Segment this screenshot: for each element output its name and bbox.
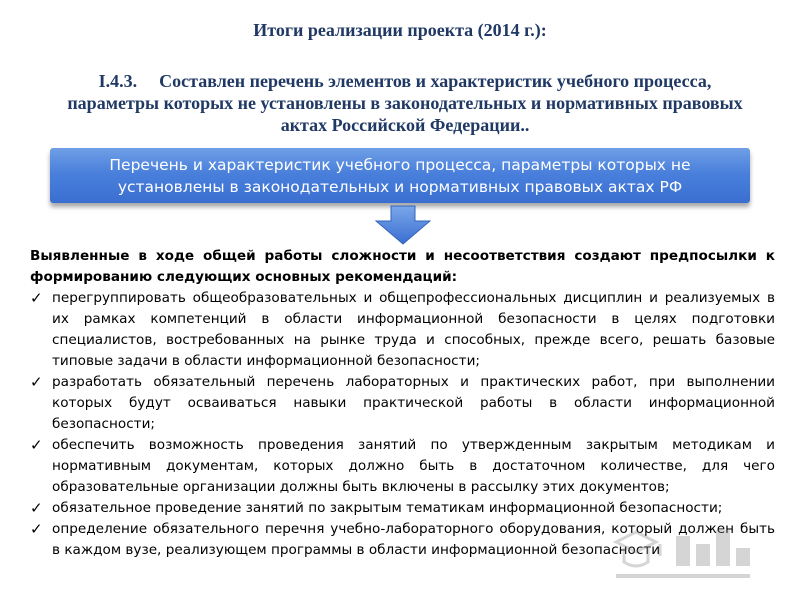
slide-subtitle <box>55 70 755 136</box>
slide-title: Итоги реализации проекта (2014 г.): <box>253 20 547 40</box>
list-item <box>30 498 775 519</box>
recommendations-list <box>30 288 775 561</box>
subtitle-text: Составлен перечень элементов и характеристик учебного процесса, параметры которых не установлены в законодательных и нормативных правовых актах Российской Федерации.. <box>67 71 743 135</box>
checkmark-icon: ✓ <box>30 373 43 391</box>
banner-text: Перечень и характеристик учебного процесса, параметры которых не установлены в законодательных и нормативных правовых актах РФ <box>109 155 691 196</box>
checkmark-icon: ✓ <box>30 499 43 517</box>
summary-banner <box>50 148 750 203</box>
list-item <box>30 372 775 435</box>
list-item-text: определение обязательного перечня учебно-лабораторного оборудования, который должен быть в каждом вузе, реализующем программы в области информационной безопасности <box>52 521 775 558</box>
list-item <box>30 288 775 372</box>
subtitle-number: I.4.3. <box>98 71 138 91</box>
recommendations-lead: Выявленные в ходе общей работы сложности и несоответствия создают предпосылки к формированию следующих основных рекомендаций: <box>30 248 775 285</box>
list-item-text: перегруппировать общеобразовательных и общепрофессиональных дисциплин и реализуемых в их рамках компетенций в области информационной безопасности в целях подготовки специалистов, востребованных на рынке труда и способных, прежде всего, решать базовые типовые задачи в области информационной безопасности; <box>52 290 775 369</box>
recommendations-block <box>30 246 775 561</box>
list-item-text: обеспечить возможность проведения занятий по утвержденным закрытым методикам и нормативным документам, которых должно быть в достаточном количестве, для чего образовательные организации должны быть включены в рассылку этих документов; <box>52 437 775 495</box>
list-item-text: разработать обязательный перечень лабораторных и практических работ, при выполнении которых будут осваиваться навыки практической работы в области информационной безопасности; <box>52 374 775 432</box>
list-item-text: обязательное проведение занятий по закрытым тематикам информационной безопасности; <box>52 500 723 516</box>
down-arrow-icon <box>375 205 431 245</box>
list-item <box>30 435 775 498</box>
watermark-logo <box>596 522 776 592</box>
checkmark-icon: ✓ <box>30 520 43 538</box>
checkmark-icon: ✓ <box>30 436 43 454</box>
checkmark-icon: ✓ <box>30 289 43 307</box>
